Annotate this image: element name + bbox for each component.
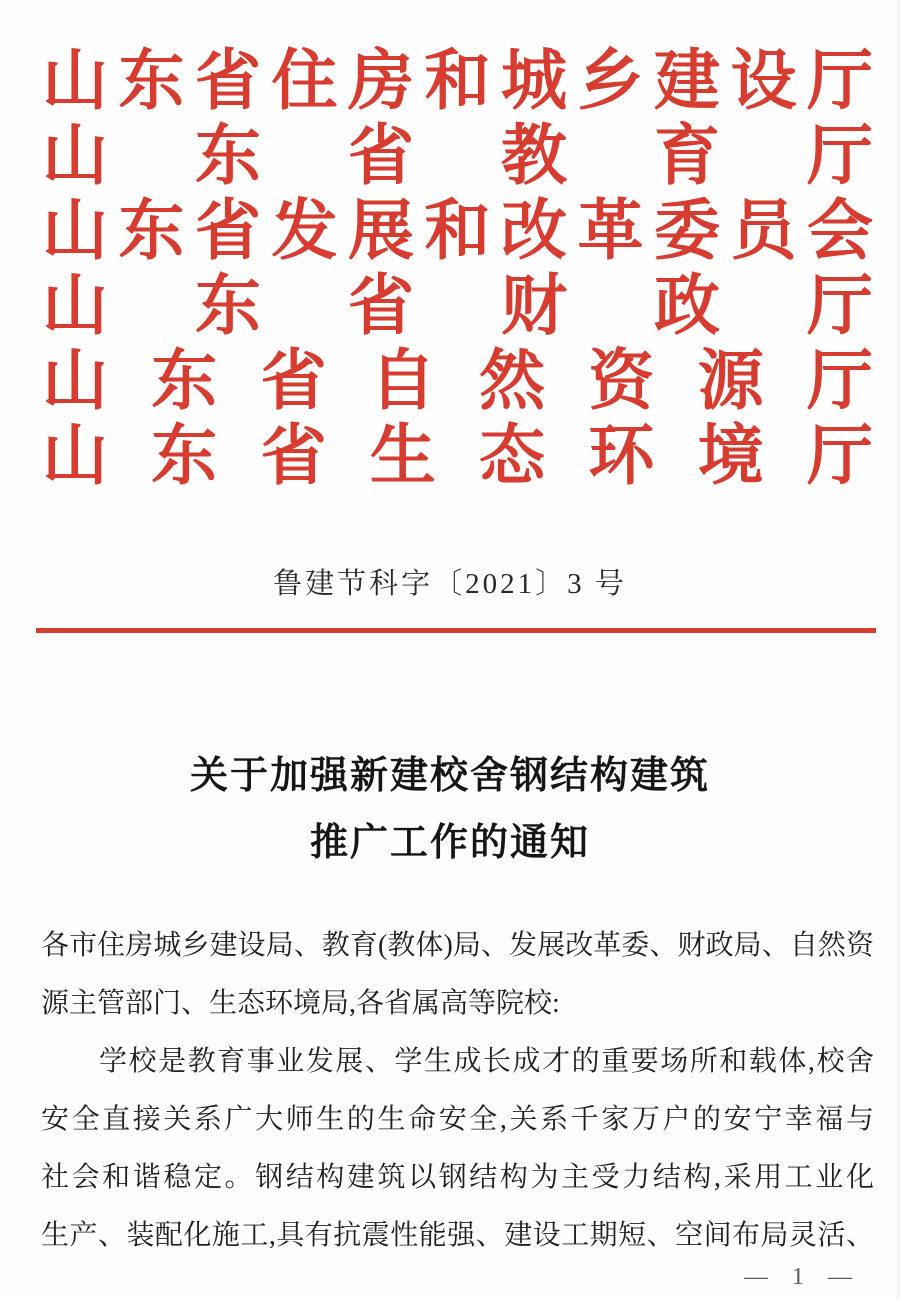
body-text: [0, 917, 900, 1265]
addressee-line-2: 源主管部门、生态环境局,各省属高等院校:: [41, 988, 560, 1019]
paragraph-line-3: 社会和谐稳定。钢结构建筑以钢结构为主受力结构,采用工业化: [41, 1162, 874, 1193]
letterhead-line-development-reform: 山 东 省 发 展 和 改 革 委 员 会: [42, 194, 873, 268]
letterhead-line-education: 山 东 省 教 育 厅: [42, 119, 873, 193]
letterhead-line-natural-resources: 山 东 省 自 然 资 源 厅: [42, 344, 873, 418]
notice-title-line-1: 关于加强新建校舍钢结构建筑: [189, 755, 710, 797]
paragraph-line-4: 生产、装配化施工,具有抗震性能强、建设工期短、空间布局灵活、: [41, 1220, 874, 1251]
letterhead: [0, 0, 900, 494]
notice-title: [0, 743, 900, 877]
notice-title-line-2: 推广工作的通知: [309, 822, 590, 864]
letterhead-line-finance: 山 东 省 财 政 厅: [42, 269, 873, 343]
paragraph-line-2: 安全直接关系广大师生的生命安全,关系千家万户的安宁幸福与: [41, 1104, 874, 1135]
page-number: — 1 —: [744, 1264, 854, 1290]
paragraph-line-1: 学校是教育事业发展、学生成长成才的重要场所和载体,校舍: [99, 1046, 874, 1077]
addressee-line-1: 各市住房城乡建设局、教育(教体)局、发展改革委、财政局、自然资: [41, 930, 874, 961]
doc-number: 鲁建节科字〔2021〕3 号: [273, 568, 627, 600]
letterhead-line-housing-construction: 山 东 省 住 房 和 城 乡 建 设 厅: [42, 44, 873, 118]
letterhead-line-ecology-environment: 山 东 省 生 态 环 境 厅: [42, 419, 873, 493]
red-divider-rule: [36, 628, 876, 633]
